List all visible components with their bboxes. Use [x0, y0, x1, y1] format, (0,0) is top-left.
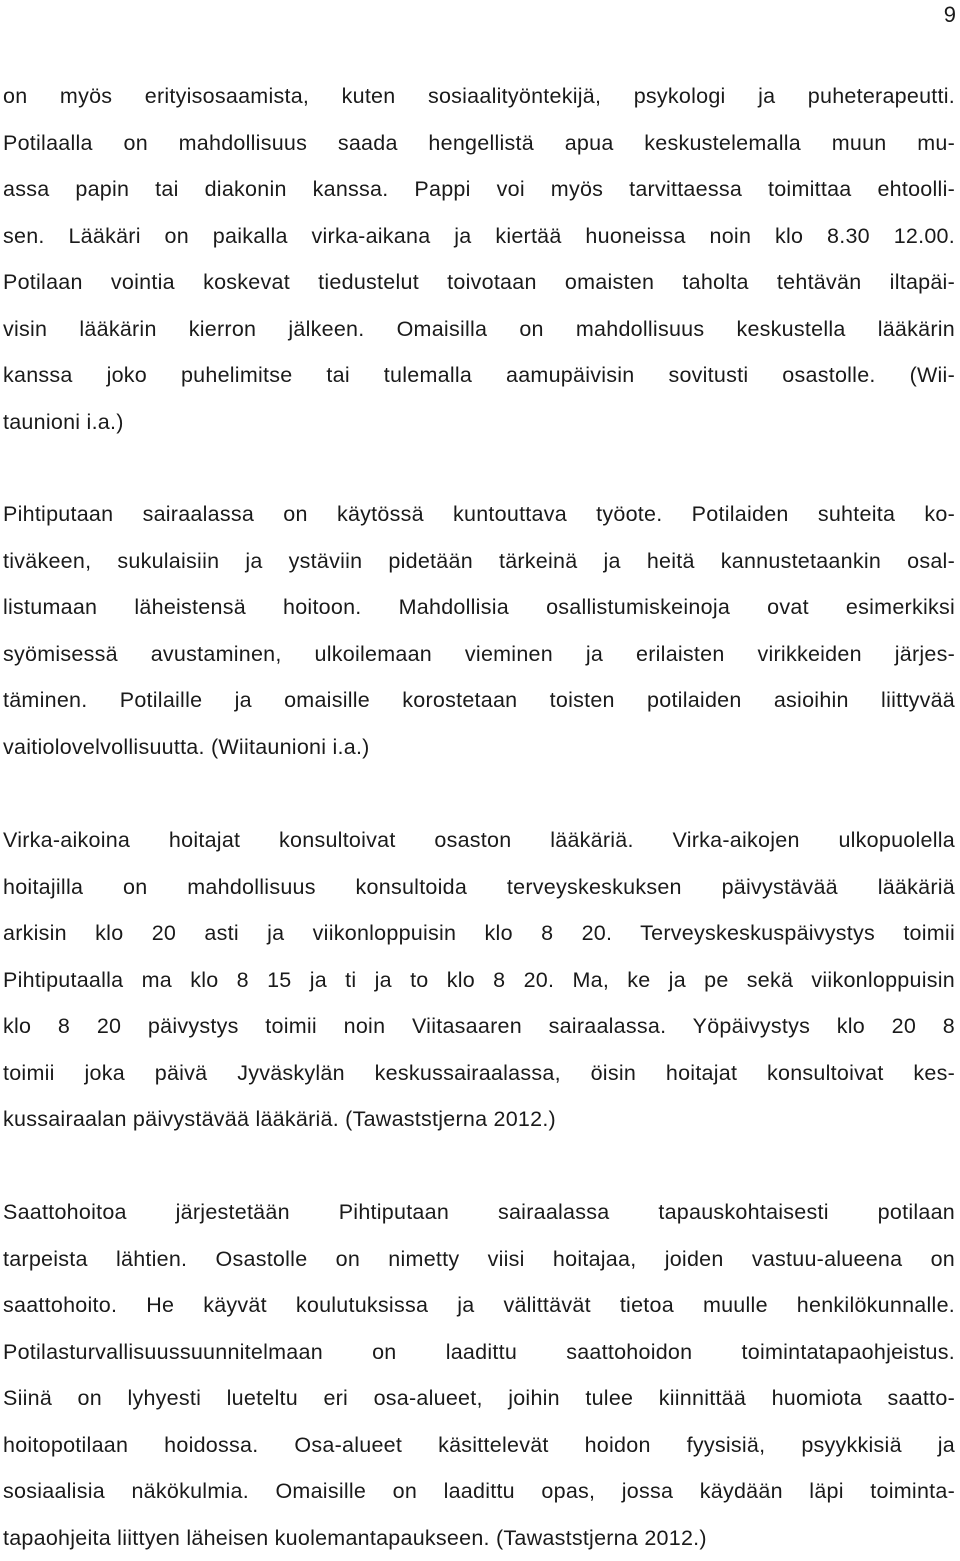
paragraph-doctor-consultation	[3, 817, 955, 1143]
text-line: assa papin tai diakonin kanssa. Pappi voi myös tarvittaessa toimittaa ehtoolli-	[3, 166, 955, 213]
text-line: täminen. Potilaille ja omaisille korostetaan toisten potilaiden asioihin liittyvää	[3, 677, 955, 724]
text-line: on myös erityisosaamista, kuten sosiaalityöntekijä, psykologi ja puheterapeutti.	[3, 73, 955, 120]
text-line: klo 8 20 päivystys toimii noin Viitasaaren sairaalassa. Yöpäivystys klo 20 8	[3, 1003, 955, 1050]
text-line: Virka-aikoina hoitajat konsultoivat osaston lääkäriä. Virka-aikojen ulkopuolella	[3, 817, 955, 864]
text-line: syömisessä avustaminen, ulkoilemaan vieminen ja erilaisten virikkeiden järjes-	[3, 631, 955, 678]
text-line: Pihtiputaalla ma klo 8 15 ja ti ja to klo 8 20. Ma, ke ja pe sekä viikonloppuisin	[3, 957, 955, 1004]
text-line: tapaohjeita liittyen läheisen kuolemantapaukseen. (Tawaststjerna 2012.)	[3, 1515, 955, 1561]
text-line: sosiaalisia näkökulmia. Omaisille on laadittu opas, jossa käydään läpi toiminta-	[3, 1468, 955, 1515]
paragraph-staff-and-visits	[3, 73, 955, 445]
text-line: taunioni i.a.)	[3, 399, 955, 446]
text-line: Siinä on lyhyesti lueteltu eri osa-alueet, joihin tulee kiinnittää huomiota saatto-	[3, 1375, 955, 1422]
text-line: tarpeista lähtien. Osastolle on nimetty viisi hoitajaa, joiden vastuu-alueena on	[3, 1236, 955, 1283]
text-line: hoitopotilaan hoidossa. Osa-alueet käsittelevät hoidon fyysisiä, psyykkisiä ja	[3, 1422, 955, 1469]
text-line: tiväkeen, sukulaisiin ja ystäviin pidetään tärkeinä ja heitä kannustetaankin osal-	[3, 538, 955, 585]
text-line: hoitajilla on mahdollisuus konsultoida terveyskeskuksen päivystävää lääkäriä	[3, 864, 955, 911]
text-line: saattohoito. He käyvät koulutuksissa ja välittävät tietoa muulle henkilökunnalle.	[3, 1282, 955, 1329]
paragraph-rehabilitative-approach	[3, 491, 955, 770]
text-line: listumaan läheistensä hoitoon. Mahdollisia osallistumiskeinoja ovat esimerkiksi	[3, 584, 955, 631]
text-line: toimii joka päivä Jyväskylän keskussairaalassa, öisin hoitajat konsultoivat kes-	[3, 1050, 955, 1097]
text-line: Pihtiputaan sairaalassa on käytössä kuntouttava työote. Potilaiden suhteita ko-	[3, 491, 955, 538]
text-line: vaitiolovelvollisuutta. (Wiitaunioni i.a.)	[3, 724, 955, 771]
text-line: arkisin klo 20 asti ja viikonloppuisin klo 8 20. Terveyskeskuspäivystys toimii	[3, 910, 955, 957]
text-line: kanssa joko puhelimitse tai tulemalla aamupäivisin sovitusti osastolle. (Wii-	[3, 352, 955, 399]
text-line: Potilasturvallisuussuunnitelmaan on laadittu saattohoidon toimintatapaohjeistus.	[3, 1329, 955, 1376]
text-line: Saattohoitoa järjestetään Pihtiputaan sairaalassa tapauskohtaisesti potilaan	[3, 1189, 955, 1236]
paragraph-palliative-care	[3, 1189, 955, 1561]
text-line: Potilaalla on mahdollisuus saada hengellistä apua keskustelemalla muun mu-	[3, 120, 955, 167]
text-line: Potilaan vointia koskevat tiedustelut toivotaan omaisten taholta tehtävän iltapäi-	[3, 259, 955, 306]
text-line: sen. Lääkäri on paikalla virka-aikana ja kiertää huoneissa noin klo 8.30 12.00.	[3, 213, 955, 260]
text-line: visin lääkärin kierron jälkeen. Omaisilla on mahdollisuus keskustella lääkärin	[3, 306, 955, 353]
page-number: 9	[944, 2, 956, 28]
text-line: kussairaalan päivystävää lääkäriä. (Tawaststjerna 2012.)	[3, 1096, 955, 1143]
